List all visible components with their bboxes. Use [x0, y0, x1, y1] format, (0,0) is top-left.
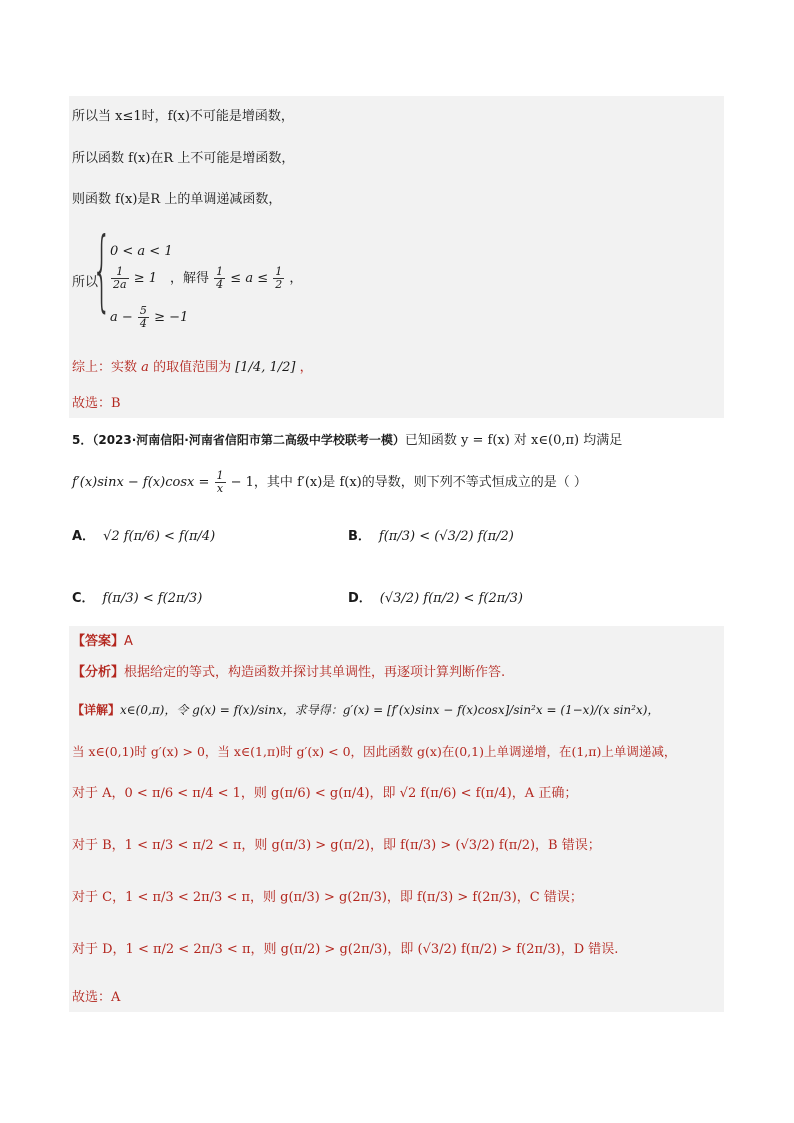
analysis-line: 【分析】根据给定的等式，构造函数并探讨其单调性，再逐项计算判断作答. — [72, 665, 506, 680]
q5-stem-line-2: f′(x)sinx − f(x)cosx = $\frac{1}{x}$ − 1，其中 f′(x)是 f(x)的导数，则下列不等式恒成立的是（ ） — [72, 469, 587, 495]
answer-line: 【答案】A — [72, 634, 133, 649]
detail-option-c: 对于 C，1 < π/3 < 2π/3 < π，则 g(π/3) > g(2π/3)，即 f(π/3) > f(2π/3)，C 错误； — [72, 890, 583, 905]
q5-stem-line-1: 5．（2023·河南信阳·河南省信阳市第二高级中学校联考一模）已知函数 y = f(x) 对 x∈(0,π) 均满足 — [72, 433, 623, 448]
system-ineq-2: $\frac{1}{2a}$ ≥ 1 — [113, 265, 157, 291]
sol1-line-2: 所以函数 f(x)在R 上不可能是增函数， — [72, 151, 295, 166]
option-c[interactable]: C． f(π/3) < f(2π/3) — [72, 591, 203, 606]
option-a[interactable]: A． √2 f(π/6) < f(π/4) — [72, 529, 216, 544]
detail-line-1: 【详解】x∈(0,π)，令 g(x) = f(x)/sinx，求导得：g′(x) = [f′(x)sinx − f(x)cosx]/sin²x = (1−x)/(x sin²x)， — [72, 703, 660, 717]
sol1-conclusion: 综上：实数 a 的取值范围为 [1/4, 1/2] ， — [72, 360, 313, 375]
option-b[interactable]: B． f(π/3) < (√3/2) f(π/2) — [348, 529, 514, 544]
system-ineq-3: a − $\frac{5}{4}$ ≥ −1 — [110, 304, 189, 330]
left-brace-icon: { — [92, 218, 112, 321]
system-ineq-1: 0 < a < 1 — [110, 244, 173, 259]
sol1-final-answer: 故选：B — [72, 396, 121, 411]
option-d[interactable]: D． (√3/2) f(π/2) < f(2π/3) — [348, 591, 524, 606]
sol1-line-1: 所以当 x≤1时，f(x)不可能是增函数， — [72, 109, 294, 124]
sol1-system-prefix: 所以 — [72, 275, 99, 290]
sol1-line-3: 则函数 f(x)是R 上的单调递减函数， — [72, 192, 282, 207]
detail-option-d: 对于 D，1 < π/2 < 2π/3 < π，则 g(π/2) > g(2π/3)，即 (√3/2) f(π/2) > f(2π/3)，D 错误. — [72, 942, 619, 957]
system-solution: ，解得 $\frac{1}{4}$ ≤ a ≤ $\frac{1}{2}$ ， — [170, 265, 303, 291]
detail-option-a: 对于 A，0 < π/6 < π/4 < 1，则 g(π/6) < g(π/4)，即 √2 f(π/6) < f(π/4)，A 正确； — [72, 786, 578, 801]
detail-line-2: 当 x∈(0,1)时 g′(x) > 0，当 x∈(1,π)时 g′(x) < 0，因此函数 g(x)在(0,1)上单调递增，在(1,π)上单调递减， — [72, 744, 677, 759]
final-answer: 故选：A — [72, 990, 121, 1005]
detail-option-b: 对于 B，1 < π/3 < π/2 < π，则 g(π/3) > g(π/2)，即 f(π/3) > (√3/2) f(π/2)，B 错误； — [72, 838, 601, 853]
